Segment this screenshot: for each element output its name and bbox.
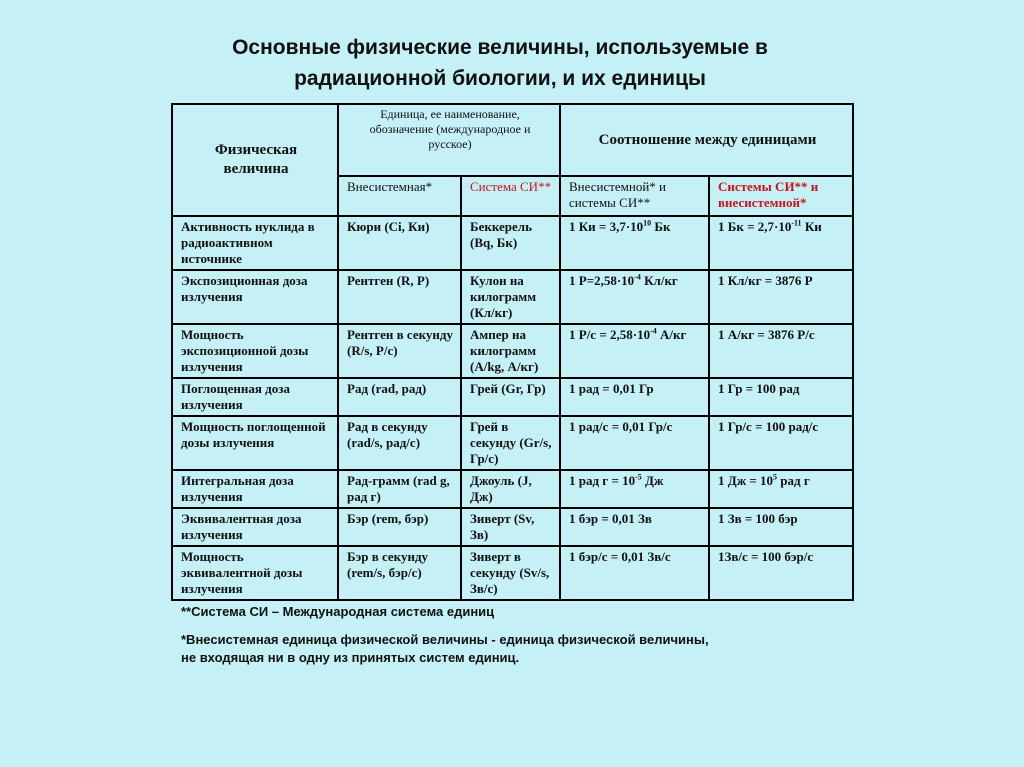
cell-offsystem-unit: Рентген в секунду (R/s, Р/с) bbox=[338, 324, 461, 378]
cell-ratio-offsystem-si bbox=[560, 270, 709, 324]
table-row bbox=[172, 270, 853, 324]
cell-ratio-si-offsystem bbox=[709, 270, 853, 324]
cell-ratio-si-offsystem bbox=[709, 546, 853, 600]
cell-ratio-si-offsystem bbox=[709, 470, 853, 508]
cell-offsystem-unit: Рад в секунду (rad/s, рад/с) bbox=[338, 416, 461, 470]
subheader-ratio-offsystem: Внесистемной* и системы СИ** bbox=[560, 176, 709, 216]
cell-offsystem-unit: Рентген (R, Р) bbox=[338, 270, 461, 324]
ratio-text: 1 Р/с = 2,58·10 bbox=[569, 327, 651, 342]
cell-ratio-si-offsystem bbox=[709, 508, 853, 546]
page-title-line1: Основные физические величины, используемые в bbox=[232, 36, 768, 59]
ratio-text: 1 Бк = 2,7·10 bbox=[718, 219, 792, 234]
cell-ratio-si-offsystem bbox=[709, 416, 853, 470]
cell-quantity: Эквивалентная доза излучения bbox=[172, 508, 338, 546]
subheader-si: Система СИ** bbox=[461, 176, 560, 216]
ratio-unit: рад г bbox=[777, 473, 810, 488]
cell-ratio-offsystem-si bbox=[560, 470, 709, 508]
cell-quantity: Мощность эквивалентной дозы излучения bbox=[172, 546, 338, 600]
cell-ratio-si-offsystem bbox=[709, 324, 853, 378]
ratio-text: 1 Кл/кг = 3876 Р bbox=[718, 273, 813, 288]
cell-si-unit: Ампер на килограмм (A/kg, А/кг) bbox=[461, 324, 560, 378]
ratio-text: 1 Р=2,58·10 bbox=[569, 273, 635, 288]
cell-quantity: Мощность поглощенной дозы излучения bbox=[172, 416, 338, 470]
cell-si-unit: Грей (Gr, Гр) bbox=[461, 378, 560, 416]
table-row bbox=[172, 546, 853, 600]
cell-quantity: Мощность экспозиционной дозы излучения bbox=[172, 324, 338, 378]
cell-ratio-offsystem-si bbox=[560, 546, 709, 600]
cell-offsystem-unit: Бэр (rem, бэр) bbox=[338, 508, 461, 546]
units-table bbox=[171, 103, 854, 601]
footnotes bbox=[181, 603, 821, 667]
ratio-exponent: 5 bbox=[773, 472, 778, 482]
cell-offsystem-unit: Рад (rad, рад) bbox=[338, 378, 461, 416]
ratio-exponent: -4 bbox=[650, 326, 657, 336]
ratio-exponent: -5 bbox=[635, 472, 642, 482]
cell-si-unit: Кулон на килограмм (Кл/кг) bbox=[461, 270, 560, 324]
ratio-text: 1 Гр/с = 100 рад/с bbox=[718, 419, 819, 434]
page-title bbox=[130, 32, 870, 94]
cell-ratio-offsystem-si bbox=[560, 416, 709, 470]
ratio-exponent: -4 bbox=[634, 272, 641, 282]
cell-ratio-offsystem-si bbox=[560, 508, 709, 546]
ratio-unit: Ки bbox=[801, 219, 822, 234]
page-title-line2: радиационной биологии, и их единицы bbox=[294, 67, 706, 90]
ratio-text: 1 А/кг = 3876 Р/с bbox=[718, 327, 815, 342]
footnote-offsystem-line1: *Внесистемная единица физической величины - единица физической величины, bbox=[181, 632, 709, 647]
cell-quantity: Активность нуклида в радиоактивном источнике bbox=[172, 216, 338, 270]
ratio-text: 1 бэр = 0,01 Зв bbox=[569, 511, 652, 526]
subheader-ratio-si: Системы СИ** и внесистемной* bbox=[709, 176, 853, 216]
table-row bbox=[172, 324, 853, 378]
ratio-text: 1 Зв = 100 бэр bbox=[718, 511, 798, 526]
footnote-offsystem-line2: не входящая ни в одну из принятых систем единиц. bbox=[181, 650, 520, 665]
ratio-exponent: -11 bbox=[791, 218, 802, 228]
ratio-unit: Бк bbox=[651, 219, 671, 234]
cell-si-unit: Беккерель (Bq, Бк) bbox=[461, 216, 560, 270]
ratio-text: 1 Ки = 3,7·10 bbox=[569, 219, 644, 234]
ratio-text: 1 рад/с = 0,01 Гр/с bbox=[569, 419, 673, 434]
header-ratio-group: Соотношение между единицами bbox=[560, 104, 853, 176]
cell-ratio-offsystem-si bbox=[560, 216, 709, 270]
cell-si-unit: Зиверт в секунду (Sv/s, Зв/с) bbox=[461, 546, 560, 600]
table-row bbox=[172, 470, 853, 508]
ratio-exponent: 10 bbox=[643, 218, 652, 228]
ratio-text: 1 Гр = 100 рад bbox=[718, 381, 800, 396]
cell-quantity: Экспозиционная доза излучения bbox=[172, 270, 338, 324]
subheader-offsystem: Внесистемная* bbox=[338, 176, 461, 216]
cell-offsystem-unit: Бэр в секунду (rem/s, бэр/с) bbox=[338, 546, 461, 600]
ratio-unit: Дж bbox=[641, 473, 664, 488]
header-unit-group: Единица, ее наименование, обозначение (международное и русское) bbox=[338, 104, 560, 176]
cell-offsystem-unit: Кюри (Ci, Ки) bbox=[338, 216, 461, 270]
ratio-text: 1 рад г = 10 bbox=[569, 473, 636, 488]
table-header-row bbox=[172, 104, 853, 176]
ratio-text: 1 бэр/с = 0,01 Зв/с bbox=[569, 549, 671, 564]
cell-offsystem-unit: Рад-грамм (rad g, рад г) bbox=[338, 470, 461, 508]
ratio-text: 1 рад = 0,01 Гр bbox=[569, 381, 654, 396]
table-row bbox=[172, 416, 853, 470]
table-row bbox=[172, 378, 853, 416]
cell-si-unit: Грей в секунду (Gr/s, Гр/с) bbox=[461, 416, 560, 470]
cell-ratio-offsystem-si bbox=[560, 378, 709, 416]
cell-quantity: Интегральная доза излучения bbox=[172, 470, 338, 508]
ratio-text: 1 Дж = 10 bbox=[718, 473, 774, 488]
table-row bbox=[172, 216, 853, 270]
table-row bbox=[172, 508, 853, 546]
header-quantity: Физическая величина bbox=[172, 104, 338, 216]
cell-si-unit: Зиверт (Sv, Зв) bbox=[461, 508, 560, 546]
cell-si-unit: Джоуль (J, Дж) bbox=[461, 470, 560, 508]
ratio-text: 1Зв/с = 100 бэр/с bbox=[718, 549, 814, 564]
cell-ratio-offsystem-si bbox=[560, 324, 709, 378]
cell-ratio-si-offsystem bbox=[709, 378, 853, 416]
ratio-unit: А/кг bbox=[656, 327, 687, 342]
footnote-si: **Система СИ – Международная система единиц bbox=[181, 604, 495, 619]
ratio-unit: Кл/кг bbox=[640, 273, 678, 288]
cell-ratio-si-offsystem bbox=[709, 216, 853, 270]
cell-quantity: Поглощенная доза излучения bbox=[172, 378, 338, 416]
